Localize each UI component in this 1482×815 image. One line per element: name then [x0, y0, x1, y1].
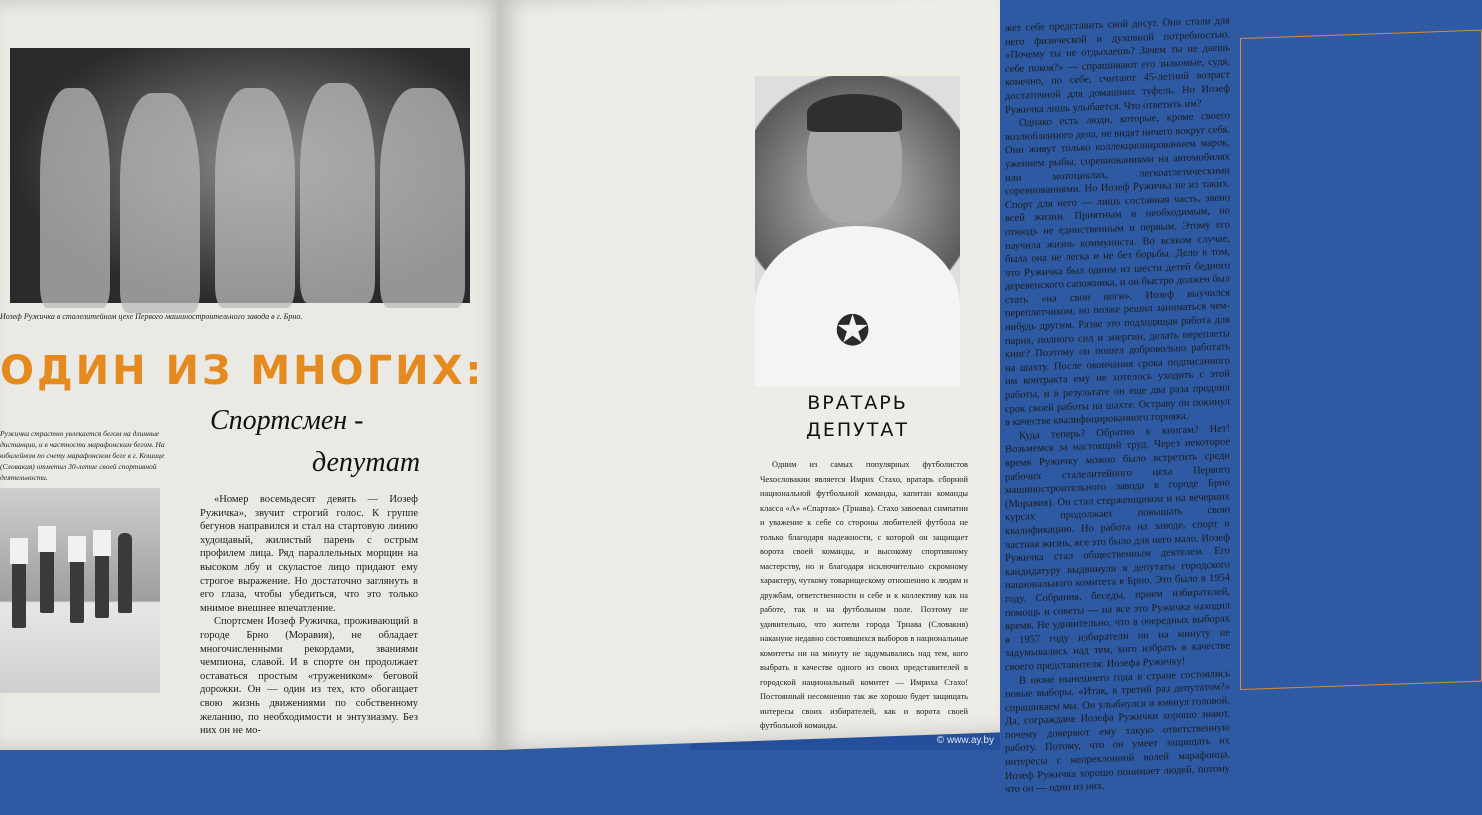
headline: ОДИН ИЗ МНОГИХ:	[0, 348, 485, 394]
article-column-left	[200, 493, 418, 738]
worker-figure	[300, 83, 375, 303]
runner-shirt	[38, 526, 56, 552]
sidebar-text	[760, 458, 968, 734]
runner-shirt	[68, 536, 86, 562]
sidebar-title	[755, 390, 960, 444]
article-paragraph: Однако есть люди, которые, кроме своего возлюбленного дела, не видят ничего вокруг себя. Они живут только коллекционированием марок, ужением рыбы, соревнованиями на автомобилях или мотоциклах, легкоатлетическими соревнованиями. Но Иозеф Ружичка не из таких. Спорт для него — лишь составная часть, звено всей жизни. Приятным и необходимым, но отнюдь не единственным и первым. Этому его научила жизнь коммуниста. Во всяком случае, была она не легка и не без борьбы. Дело в том, что Ружичка был одним из шести детей бедного деревенского сапожника, и он быстро должен был стать «на свои ноги». Иозеф выучился переплетчиком, но позже решил заниматься чем-нибудь другим. Разве это подходящая работа для парня, полного сил и энергии, делать переплеты книг? Поэтому он пошел добровольно работать на шахту. После окончания срока подписанного им контракта ему не хотелось уходить с этой работы, и в результате он еще два раза продлил срок своей работы на шахте. Остраву он покинул в качестве квалифицированного горняка.	[1005, 110, 1230, 429]
jersey	[755, 226, 960, 386]
factory-workers-photo	[10, 48, 470, 303]
worker-figure	[215, 88, 295, 308]
subtitle-line-2: депутат	[312, 447, 421, 478]
sidebar-title-line-1: ВРАТАРЬ	[807, 392, 908, 414]
star-emblem-icon: ✪	[835, 309, 871, 355]
runners-caption: Ружичка страстно увлекается бегом на длинные дистанции, и в частности марафонским бегом. На юбилейном по счету марафонском беге в г. Кошице (Словакия) отметил 30-летие своей спортивной деятельности.	[0, 429, 165, 482]
sidebar-paragraph: Одним из самых популярных футболистов Чехословакии является Имрих Стахо, вратарь сборной национальной футбольной команды, капитан команды класса «А» «Спартак» (Трнава). Стахо завоевал симпатии и уважение к себе со стороны любителей футбола не только благодаря надежности, с которой он защищает ворота своей команды, и высокому спортивному мастерству, но и благодаря исключительно скромному характеру, чуткому товарищескому отношению к людям и дружбам, ответственности и себе и к коллективу как на работе, так и на футбольном поле. Поэтому не удивительно, что жители города Трнава (Словакия) накануне недавно состоявшихся выборов в национальные комитеты ни на минуту не задумывались над тем, кого выбрать в качестве одного из своих представителей в городской национальный комитет — Имриха Стахо! Постоянный несомненно так же хорошо будет защищать интересы своих избирателей, как и ворота своей футбольной команды.	[760, 460, 968, 730]
article-paragraph: В июне нынешнего года в стране состоялись новые выборы. «Итак, в третий раз депутатом?» спрашиваем мы. Он улыбнулся и кивнул головой. Да, сограждане Иозефа Ружички хорошо знают, почему доверяют ему такую ответственную работу. Потому, что он умеет защищать их интересы с непреклонной волей марафонца. Иозеф Ружичка хорошо понимает людей, потому что он — один из них.	[1005, 667, 1230, 796]
runners-photo	[0, 488, 160, 693]
article-paragraph: Куда теперь? Обратно к книгам? Нет! Возьмемся за настоящий труд. Через некоторое время Ружичку можно было встретить среди рабочих сталелитейного цеха Первого машиностроительного завода в городе Брно (Моравия). Он стал стерженщиком и на вечерних курсах продолжает повышать свою квалификацию. Но работа на заводе, спорт и частная жизнь, все это было для него мало. Иозеф Ружичка стал общественным деятелем. Его кандидатуру выдвинули в депутаты городского национального комитета в Брно. Это было в 1954 году. Собрания, беседы, прием избирателей, помощь и советы — на все это Ружичка находил время. Не удивительно, что в очередных выборах в 1957 году избиратели ни на минуту не задумывались над тем, кого избрать в качестве своего представителя: Иозефа Ружичку!	[1005, 423, 1230, 674]
article-column-right	[1005, 14, 1230, 797]
left-page	[0, 0, 505, 750]
runner-shirt	[93, 530, 111, 556]
subtitle-line-1: Спортсмен -	[210, 405, 364, 436]
worker-figure	[120, 93, 200, 313]
article-paragraph: Спортсмен Иозеф Ружичка, проживающий в городе Брно (Моравия), не обладает многочисленными рекордами, званиями чемпиона, славой. И в спорте он продолжает оставаться простым «тружеником» беговой дорожки. Он — один из тех, кто обогащает свою жизнь движениями по собственному желанию, по необходимости и энтузиазму. Без них он не мо-	[200, 616, 418, 737]
article-paragraph: «Номер восемьдесят девять — Иозеф Ружичка», звучит строгий голос. К группе бегунов направился и стал на стартовую линию худощавый, жилистый парень с острым профилем лица. Ряд параллельных морщин на высоком лбу и скуластое лицо придают ему строгое выражение. Но достаточно заглянуть в его глаза, чтобы убедиться, что это только мнимое внешнее впечатление.	[200, 494, 418, 614]
goalkeeper-portrait	[755, 76, 960, 384]
article-paragraph: жет себе представить свой досуг. Они стали для него физической и духовной потребностью. «Почему ты не отдыхаешь? Зачем ты не даешь себе покоя?» — спрашивают его знакомые, судя, конечно, по себе, считают 45-летний возраст достаточной для домашних туфель. Но Иозеф Ружичка лишь улыбается. Что ответить им?	[1005, 15, 1230, 116]
portrait-hair	[807, 94, 902, 132]
runner-shirt	[10, 538, 28, 564]
sidebar-box	[1240, 30, 1482, 690]
worker-figure	[40, 88, 110, 308]
runner-figure	[118, 533, 132, 613]
watermark: © www.ay.by	[936, 735, 994, 746]
sidebar-title-line-2: ДЕПУТАТ	[806, 419, 909, 441]
worker-figure	[380, 88, 465, 308]
photo-caption: Иозеф Ружичка в сталелитейном цехе Первого машиностроительного завода в г. Брно.	[0, 312, 303, 321]
